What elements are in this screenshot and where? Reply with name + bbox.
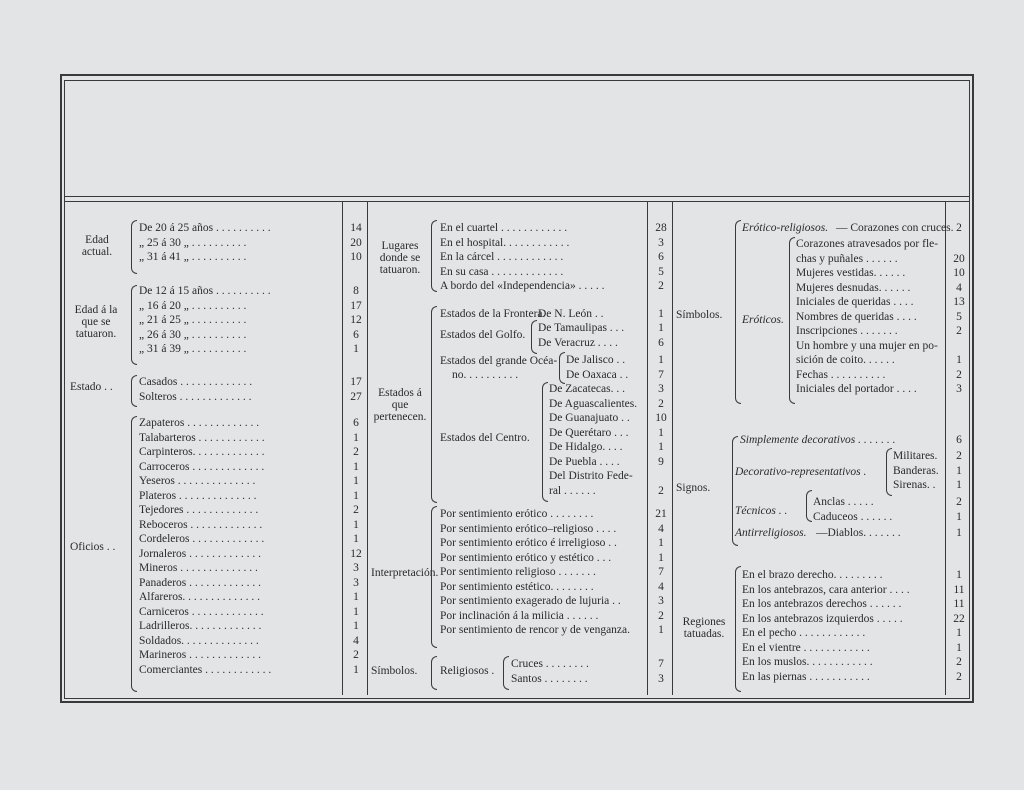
table-row-value: 1	[956, 479, 962, 491]
table-row-value: 3	[956, 383, 962, 395]
table-row-value: 17	[350, 299, 362, 312]
table-row-label: Mujeres desnudas. . . . . .	[796, 281, 911, 294]
table-row-value: 6	[658, 251, 664, 263]
table-row-value: 1	[956, 464, 962, 477]
table-row-label: Militares.	[893, 450, 938, 462]
group-label-edad-tatuaron: Edad á la que se tatuaron.	[74, 304, 118, 340]
group-label-regiones: Regiones tatuadas.	[682, 616, 726, 640]
table-row-label: A bordo del «Independencia» . . . . .	[440, 280, 605, 292]
brace	[131, 220, 137, 274]
table-row-label: En las piernas . . . . . . . . . . .	[742, 670, 870, 683]
table-row-value: 10	[953, 267, 965, 279]
table-row-label: Plateros . . . . . . . . . . . . . .	[139, 489, 257, 502]
table-row-value: 10	[655, 412, 667, 424]
oceano-label-2: no. . . . . . . . . .	[452, 369, 519, 381]
antirreligiosos-label: Antirreligiosos.	[735, 527, 807, 539]
table-row-value: 1	[353, 533, 359, 545]
table-row-value: 7	[658, 566, 664, 578]
table-row-value: 2	[956, 450, 962, 462]
group-label-simbolos-3: Símbolos.	[676, 309, 723, 321]
table-row-label: „ 16 á 20 „ . . . . . . . . . .	[139, 299, 247, 312]
table-row-value: 1	[353, 605, 359, 618]
group-label-simbolos: Símbolos.	[371, 665, 418, 677]
table-row-label: Del Distrito Fede-	[549, 470, 633, 482]
table-row-label: Casados . . . . . . . . . . . . .	[139, 376, 253, 388]
table-row-label: Comerciantes . . . . . . . . . . . .	[139, 663, 272, 676]
table-row-label: De Jalisco . .	[566, 354, 626, 366]
group-label-interpretacion: Interpretación.	[371, 567, 439, 579]
table-row-value: 1	[353, 518, 359, 531]
table-row-label: Inscripciones . . . . . . .	[796, 325, 898, 337]
table-row-label: De Guanajuato . .	[549, 412, 630, 424]
table-row-value: 2	[956, 670, 962, 683]
table-row-label: Por sentimiento erótico é irreligioso . .	[440, 537, 617, 549]
table-row-label: Por sentimiento estético. . . . . . . .	[440, 580, 594, 593]
table-row-value: 1	[956, 569, 962, 581]
table-row-label: „ 26 á 30 „ . . . . . . . . . .	[139, 328, 247, 341]
table-row-value: 8	[353, 285, 359, 297]
table-row-label: Carroceros . . . . . . . . . . . . .	[139, 460, 265, 473]
table-row-value: 3	[658, 595, 664, 607]
table-row-label: Soldados. . . . . . . . . . . . . .	[139, 634, 259, 647]
table-row-value: 2	[956, 222, 962, 234]
tecnicos-label: Técnicos . .	[735, 505, 788, 517]
table-row-value: 6	[353, 417, 359, 429]
brace	[503, 656, 509, 690]
table-row-label: En los antebrazos, cara anterior . . . .	[742, 583, 910, 596]
brace	[886, 448, 892, 496]
table-row-label: „ 31 á 39 „ . . . . . . . . . .	[139, 343, 247, 355]
brace	[542, 382, 548, 502]
table-row-label: „ 25 á 30 „ . . . . . . . . . .	[139, 236, 247, 249]
table-row-value: 2	[353, 649, 359, 661]
table-row-value: 2	[956, 496, 962, 508]
group-label-edad-actual: Edad actual.	[81, 234, 113, 258]
table-row-value: 12	[350, 314, 362, 326]
table-row-label: En su casa . . . . . . . . . . . . .	[440, 265, 564, 278]
table-row-value: 5	[658, 265, 664, 278]
table-row-label: „ 21 á 25 „ . . . . . . . . . .	[139, 314, 247, 326]
brace	[531, 320, 537, 354]
table-row-label: Un hombre y una mujer en po-	[796, 339, 938, 352]
table-row-label: Marineros . . . . . . . . . . . . .	[139, 649, 262, 661]
table-row-value: 3	[353, 576, 359, 589]
table-row-value: 1	[353, 475, 359, 487]
table-row-label: De Querétaro . . .	[549, 426, 629, 439]
brace	[131, 416, 137, 692]
table-row-label: Santos . . . . . . . .	[511, 672, 588, 685]
table-row-label: De Hidalgo. . . .	[549, 441, 623, 453]
brace	[735, 566, 741, 692]
table-row-value: 3	[658, 236, 664, 249]
erotico-religiosos-label: Erótico-religiosos.	[742, 222, 829, 234]
table-row-label: Sirenas. .	[893, 479, 936, 491]
table-row-value: 2	[353, 504, 359, 516]
table-row-label: Solteros . . . . . . . . . . . . .	[139, 390, 252, 403]
frontera-label: Estados de la Frontera.	[440, 308, 546, 320]
erotico-religiosos-value: — Corazones con cruces.	[836, 222, 954, 234]
table-row-value: 12	[350, 547, 362, 560]
table-row-label: sición de coito. . . . . .	[796, 354, 895, 366]
table-row-label: Carpinteros. . . . . . . . . . . . .	[139, 446, 265, 458]
table-row-value: 3	[658, 383, 664, 395]
table-row-value: 7	[658, 658, 664, 670]
brace	[806, 490, 812, 522]
table-row-value: 20	[350, 236, 362, 249]
table-row-value: 13	[953, 296, 965, 308]
table-row-value: 2	[353, 446, 359, 458]
table-row-label: Cordeleros . . . . . . . . . . . . .	[139, 533, 265, 545]
table-row-value: 11	[953, 583, 965, 596]
table-row-value: 6	[956, 434, 962, 446]
group-label-signos: Signos.	[676, 482, 711, 494]
table-row-value: 28	[655, 222, 667, 234]
golfo-label: Estados del Golfo.	[440, 329, 526, 341]
table-row-label: „ 31 á 41 „ . . . . . . . . . .	[139, 251, 247, 263]
table-row-label: De Puebla . . . .	[549, 455, 620, 468]
table-row-value: 6	[353, 328, 359, 341]
table-row-label: Banderas.	[893, 464, 939, 477]
table-row-value: 5	[956, 310, 962, 323]
table-row-label: De 12 á 15 años . . . . . . . . . .	[139, 285, 271, 297]
table-row-value: 4	[353, 634, 359, 647]
antirreligiosos-value: —Diablos. . . . . . .	[816, 527, 901, 539]
brace	[431, 220, 437, 292]
table-row-label: Yeseros . . . . . . . . . . . . . .	[139, 475, 256, 487]
centro-label: Estados del Centro.	[440, 432, 530, 444]
brace	[431, 656, 437, 690]
table-row-label: Iniciales de queridas . . . .	[796, 296, 914, 308]
table-row-value: 11	[953, 598, 965, 610]
table-row-value: 1	[956, 510, 962, 523]
table-row-label: En el pecho . . . . . . . . . . . .	[742, 627, 866, 639]
table-row-label: Por sentimiento de rencor y de venganza.	[440, 624, 631, 636]
table-row-value: 1	[353, 620, 359, 632]
group-label-estado: Estado . .	[70, 381, 113, 393]
table-row-label: Caduceos . . . . . .	[813, 510, 893, 523]
table-row-label: Alfareros. . . . . . . . . . . . . .	[139, 591, 261, 603]
table-row-label: Nombres de queridas . . . .	[796, 310, 917, 323]
brace	[789, 237, 795, 404]
table-row-value: 4	[658, 580, 664, 593]
table-row-value: 9	[658, 455, 664, 468]
table-row-value: 7	[658, 368, 664, 381]
table-row-value: 1	[353, 489, 359, 502]
table-row-value: 27	[350, 390, 362, 403]
table-row-value: 1	[658, 441, 664, 453]
table-row-label: En el brazo derecho. . . . . . . . .	[742, 569, 883, 581]
table-row-value: 1	[353, 591, 359, 603]
table-row-label: En la cárcel . . . . . . . . . . . .	[440, 251, 564, 263]
table-row-value: 2	[956, 368, 962, 381]
table-row-value: 1	[658, 624, 664, 636]
table-row-value: 2	[658, 280, 664, 292]
table-row-value: 4	[956, 281, 962, 294]
simplemente-label: Simplemente decorativos . . . . . . .	[740, 434, 896, 446]
table-row-label: En el cuartel . . . . . . . . . . . .	[440, 222, 568, 234]
table-row-label: Corazones atravesados por fle-	[796, 238, 939, 250]
table-row-value: 1	[658, 322, 664, 334]
table-row-value: 1	[956, 627, 962, 639]
table-row-value: 17	[350, 376, 362, 388]
table-row-value: 1	[956, 527, 962, 539]
table-row-label: En los antebrazos derechos . . . . . .	[742, 598, 902, 610]
table-row-label: ral . . . . . .	[549, 484, 596, 497]
table-row-value: 1	[353, 431, 359, 444]
table-row-label: Ladrilleros. . . . . . . . . . . . .	[139, 620, 262, 632]
table-row-label: Anclas . . . . .	[813, 496, 874, 508]
table-row-value: 14	[350, 222, 362, 234]
table-row-label: Por sentimiento erótico–religioso . . . .	[440, 522, 617, 535]
title-rule	[64, 196, 970, 197]
table-row-label: Por sentimiento erótico . . . . . . . .	[440, 508, 594, 520]
table-row-value: 21	[655, 508, 667, 520]
table-row-value: 1	[658, 308, 664, 320]
oceano-label: Estados del grande Océa-	[440, 355, 558, 367]
table-row-value: 3	[658, 672, 664, 685]
title-rule-2	[64, 201, 970, 202]
table-row-label: Por sentimiento erótico y estético . . .	[440, 551, 612, 564]
table-row-label: Carniceros . . . . . . . . . . . . .	[139, 605, 264, 618]
table-row-value: 6	[658, 336, 664, 349]
table-row-value: 4	[658, 522, 664, 535]
table-row-label: De 20 á 25 años . . . . . . . . . .	[139, 222, 271, 234]
brace	[431, 306, 437, 503]
table-row-value: 2	[658, 397, 664, 410]
table-row-value: 2	[658, 609, 664, 622]
table-row-label: De Oaxaca . .	[566, 368, 629, 381]
brace	[131, 375, 137, 407]
table-row-label: Tejedores . . . . . . . . . . . . .	[139, 504, 259, 516]
group-label-lugares: Lugares donde se tatuaron.	[379, 240, 421, 276]
group-label-estados: Estados á que pertenecen.	[373, 387, 427, 423]
table-row-label: Mujeres vestidas. . . . . .	[796, 267, 906, 279]
table-row-value: 22	[953, 612, 965, 625]
table-row-label: Reboceros . . . . . . . . . . . . .	[139, 518, 263, 531]
table-row-label: En los muslos. . . . . . . . . . . .	[742, 656, 873, 668]
table-row-label: Mineros . . . . . . . . . . . . . .	[139, 562, 258, 574]
eroticos-label: Eróticos.	[742, 314, 784, 326]
table-row-value: 3	[353, 562, 359, 574]
table-row-label: En el hospital. . . . . . . . . . . .	[440, 236, 570, 249]
table-row-value: 2	[956, 656, 962, 668]
table-row-label: Por sentimiento exagerado de lujuria . .	[440, 595, 621, 607]
group-label-oficios: Oficios . .	[70, 541, 116, 553]
brace	[431, 506, 437, 648]
table-row-label: Jornaleros . . . . . . . . . . . . .	[139, 547, 262, 560]
table-row-value: 1	[956, 354, 962, 366]
table-row-value: 2	[956, 325, 962, 337]
table-row-label: Por inclinación á la milicia . . . . . .	[440, 609, 599, 622]
table-row-value: 1	[353, 663, 359, 676]
table-row-value: 1	[658, 537, 664, 549]
table-row-value: 1	[353, 460, 359, 473]
table-row-label: Fechas . . . . . . . . . .	[796, 368, 886, 381]
decorativo-label: Decorativo-representativos .	[735, 466, 867, 478]
table-row-value: 1	[353, 343, 359, 355]
table-row-label: Talabarteros . . . . . . . . . . . .	[139, 431, 265, 444]
table-row-label: En el vientre . . . . . . . . . . . .	[742, 641, 870, 654]
table-row-label: De Veracruz . . . .	[538, 336, 618, 349]
table-row-label: De Tamaulipas . . .	[538, 322, 625, 334]
table-row-value: 20	[953, 252, 965, 265]
table-row-value: 1	[658, 354, 664, 366]
table-row-value: 1	[658, 426, 664, 439]
table-row-label: Por sentimiento religioso . . . . . . .	[440, 566, 596, 578]
table-row-label: De Aguascalientes.	[549, 397, 638, 410]
brace	[735, 220, 741, 404]
brace	[559, 352, 565, 384]
table-row-label: En los antebrazos izquierdos . . . . .	[742, 612, 903, 625]
table-row-label: chas y puñales . . . . . .	[796, 252, 898, 265]
table-row-label: Iniciales del portador . . . .	[796, 383, 917, 395]
table-row-label: Zapateros . . . . . . . . . . . . .	[139, 417, 260, 429]
table-row-value: 2	[658, 484, 664, 497]
table-row-value: 1	[956, 641, 962, 654]
brace	[131, 285, 137, 365]
table-row-label: Cruces . . . . . . . .	[511, 658, 589, 670]
table-row-value: 1	[658, 551, 664, 564]
table-row-label: De Zacatecas. . .	[549, 383, 625, 395]
religiosos-label: Religiosos .	[440, 665, 495, 677]
frontera-state: De N. León . .	[538, 308, 604, 320]
table-row-label: Panaderos . . . . . . . . . . . . .	[139, 576, 262, 589]
table-row-value: 10	[350, 251, 362, 263]
